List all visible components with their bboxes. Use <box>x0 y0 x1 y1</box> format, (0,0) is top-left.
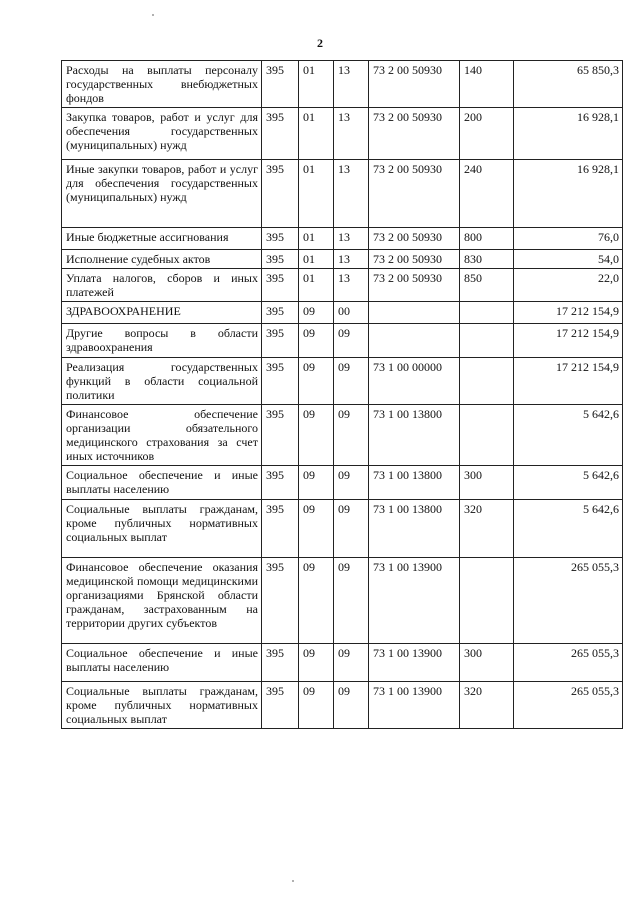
ved-code-cell: 395 <box>262 228 299 250</box>
section-code-cell: 09 <box>299 466 334 500</box>
subsection-code-cell: 09 <box>334 405 369 466</box>
row-name-cell: Исполнение судебных актов <box>62 250 262 269</box>
expense-type-code-cell <box>460 405 514 466</box>
table-row <box>62 160 623 228</box>
subsection-code-cell: 09 <box>334 466 369 500</box>
amount-cell: 17 212 154,9 <box>514 358 623 405</box>
table-row <box>62 358 623 405</box>
subsection-code-cell: 09 <box>334 682 369 729</box>
table-row <box>62 644 623 682</box>
row-name-cell: Закупка товаров, работ и услуг для обеспечения государственных (муниципальных) нужд <box>62 108 262 160</box>
table-row <box>62 405 623 466</box>
ved-code-cell: 395 <box>262 108 299 160</box>
scan-speck <box>292 880 294 882</box>
row-name-cell: Социальные выплаты гражданам, кроме публичных нормативных социальных выплат <box>62 500 262 558</box>
section-code-cell: 09 <box>299 324 334 358</box>
table-row <box>62 682 623 729</box>
amount-cell: 265 055,3 <box>514 558 623 644</box>
subsection-code-cell: 09 <box>334 558 369 644</box>
subsection-code-cell: 09 <box>334 358 369 405</box>
target-article-code-cell: 73 1 00 00000 <box>369 358 460 405</box>
amount-cell: 54,0 <box>514 250 623 269</box>
ved-code-cell: 395 <box>262 250 299 269</box>
row-name-cell: Социальные выплаты гражданам, кроме публичных нормативных социальных выплат <box>62 682 262 729</box>
target-article-code-cell: 73 2 00 50930 <box>369 61 460 108</box>
expense-type-code-cell: 300 <box>460 644 514 682</box>
table-row <box>62 61 623 108</box>
amount-cell: 65 850,3 <box>514 61 623 108</box>
section-code-cell: 09 <box>299 405 334 466</box>
section-code-cell: 01 <box>299 108 334 160</box>
ved-code-cell: 395 <box>262 269 299 302</box>
subsection-code-cell: 13 <box>334 160 369 228</box>
ved-code-cell: 395 <box>262 466 299 500</box>
table-row <box>62 500 623 558</box>
target-article-code-cell: 73 2 00 50930 <box>369 228 460 250</box>
row-name-cell: ЗДРАВООХРАНЕНИЕ <box>62 302 262 324</box>
subsection-code-cell: 09 <box>334 500 369 558</box>
row-name-cell: Социальное обеспечение и иные выплаты населению <box>62 466 262 500</box>
expense-type-code-cell: 240 <box>460 160 514 228</box>
section-code-cell: 09 <box>299 644 334 682</box>
scan-speck <box>152 14 154 16</box>
subsection-code-cell: 13 <box>334 228 369 250</box>
section-code-cell: 01 <box>299 269 334 302</box>
expense-type-code-cell: 320 <box>460 500 514 558</box>
row-name-cell: Расходы на выплаты персоналу государственных внебюджетных фондов <box>62 61 262 108</box>
budget-table-body <box>62 61 623 729</box>
subsection-code-cell: 13 <box>334 250 369 269</box>
ved-code-cell: 395 <box>262 682 299 729</box>
table-row <box>62 324 623 358</box>
amount-cell: 265 055,3 <box>514 644 623 682</box>
target-article-code-cell: 73 1 00 13800 <box>369 500 460 558</box>
amount-cell: 22,0 <box>514 269 623 302</box>
subsection-code-cell: 13 <box>334 61 369 108</box>
subsection-code-cell: 13 <box>334 108 369 160</box>
expense-type-code-cell: 830 <box>460 250 514 269</box>
budget-table <box>61 60 623 729</box>
row-name-cell: Уплата налогов, сборов и иных платежей <box>62 269 262 302</box>
amount-cell: 5 642,6 <box>514 466 623 500</box>
target-article-code-cell <box>369 324 460 358</box>
target-article-code-cell <box>369 302 460 324</box>
target-article-code-cell: 73 2 00 50930 <box>369 250 460 269</box>
ved-code-cell: 395 <box>262 500 299 558</box>
amount-cell: 5 642,6 <box>514 405 623 466</box>
expense-type-code-cell <box>460 324 514 358</box>
ved-code-cell: 395 <box>262 302 299 324</box>
ved-code-cell: 395 <box>262 405 299 466</box>
table-row <box>62 558 623 644</box>
section-code-cell: 09 <box>299 302 334 324</box>
row-name-cell: Финансовое обеспечение организации обязательного медицинского страхования за счет иных источников <box>62 405 262 466</box>
expense-type-code-cell: 800 <box>460 228 514 250</box>
subsection-code-cell: 13 <box>334 269 369 302</box>
page-number: 2 <box>317 36 323 50</box>
table-row <box>62 250 623 269</box>
expense-type-code-cell <box>460 558 514 644</box>
ved-code-cell: 395 <box>262 558 299 644</box>
ved-code-cell: 395 <box>262 644 299 682</box>
section-code-cell: 01 <box>299 228 334 250</box>
expense-type-code-cell: 300 <box>460 466 514 500</box>
row-name-cell: Социальное обеспечение и иные выплаты населению <box>62 644 262 682</box>
row-name-cell: Иные бюджетные ассигнования <box>62 228 262 250</box>
target-article-code-cell: 73 1 00 13900 <box>369 644 460 682</box>
ved-code-cell: 395 <box>262 61 299 108</box>
table-row <box>62 108 623 160</box>
target-article-code-cell: 73 1 00 13900 <box>369 558 460 644</box>
amount-cell: 17 212 154,9 <box>514 302 623 324</box>
subsection-code-cell: 09 <box>334 644 369 682</box>
target-article-code-cell: 73 1 00 13800 <box>369 405 460 466</box>
table-row <box>62 228 623 250</box>
target-article-code-cell: 73 1 00 13900 <box>369 682 460 729</box>
amount-cell: 17 212 154,9 <box>514 324 623 358</box>
expense-type-code-cell: 850 <box>460 269 514 302</box>
row-name-cell: Иные закупки товаров, работ и услуг для обеспечения государственных (муниципальных) нужд <box>62 160 262 228</box>
expense-type-code-cell: 140 <box>460 61 514 108</box>
target-article-code-cell: 73 2 00 50930 <box>369 269 460 302</box>
section-code-cell: 01 <box>299 160 334 228</box>
amount-cell: 265 055,3 <box>514 682 623 729</box>
row-name-cell: Реализация государственных функций в области социальной политики <box>62 358 262 405</box>
ved-code-cell: 395 <box>262 358 299 405</box>
amount-cell: 16 928,1 <box>514 108 623 160</box>
amount-cell: 76,0 <box>514 228 623 250</box>
ved-code-cell: 395 <box>262 160 299 228</box>
section-code-cell: 09 <box>299 682 334 729</box>
target-article-code-cell: 73 2 00 50930 <box>369 160 460 228</box>
subsection-code-cell: 09 <box>334 324 369 358</box>
table-row <box>62 302 623 324</box>
target-article-code-cell: 73 2 00 50930 <box>369 108 460 160</box>
section-code-cell: 09 <box>299 500 334 558</box>
expense-type-code-cell <box>460 302 514 324</box>
section-code-cell: 01 <box>299 250 334 269</box>
ved-code-cell: 395 <box>262 324 299 358</box>
row-name-cell: Финансовое обеспечение оказания медицинской помощи медицинскими организациями Брянской области гражданам, застрахованным на территории других субъектов <box>62 558 262 644</box>
amount-cell: 16 928,1 <box>514 160 623 228</box>
subsection-code-cell: 00 <box>334 302 369 324</box>
table-row <box>62 466 623 500</box>
expense-type-code-cell <box>460 358 514 405</box>
target-article-code-cell: 73 1 00 13800 <box>369 466 460 500</box>
amount-cell: 5 642,6 <box>514 500 623 558</box>
section-code-cell: 01 <box>299 61 334 108</box>
expense-type-code-cell: 200 <box>460 108 514 160</box>
section-code-cell: 09 <box>299 358 334 405</box>
expense-type-code-cell: 320 <box>460 682 514 729</box>
section-code-cell: 09 <box>299 558 334 644</box>
table-row <box>62 269 623 302</box>
row-name-cell: Другие вопросы в области здравоохранения <box>62 324 262 358</box>
